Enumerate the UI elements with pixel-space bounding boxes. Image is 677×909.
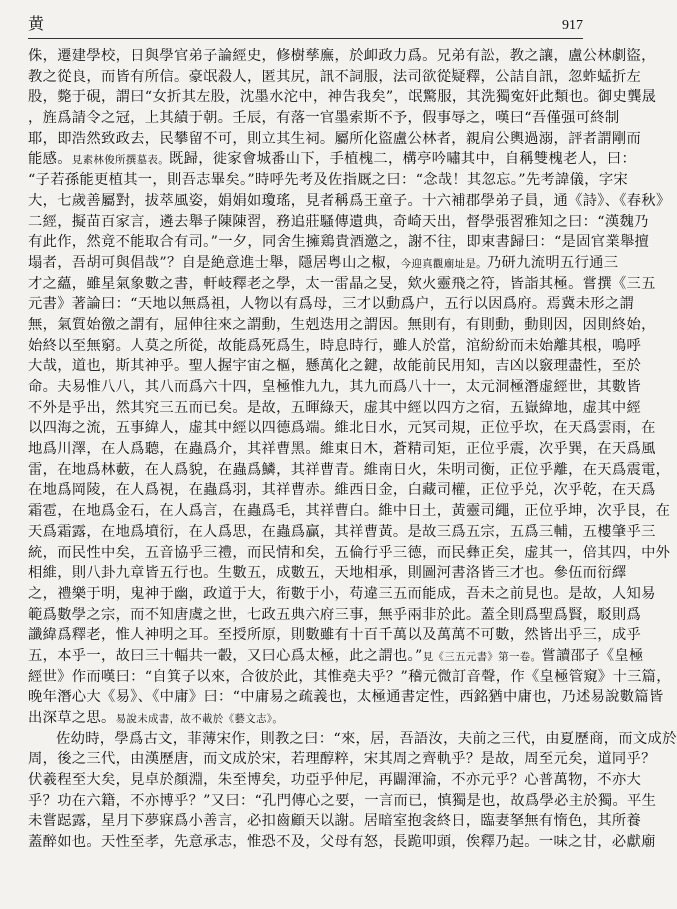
inline-note: 見素林俊所撰墓表。: [71, 154, 169, 167]
line-text: 出深草之思。: [28, 710, 116, 726]
line-text: 股，斃于硯，謂曰“女折其左股，沈墨水沱中，神告我矣”，氓驚服，其洗獨寃奸此類也。御史龔晟: [28, 89, 657, 106]
line-text: 才之蘊，雖星氣象數之書，軒岐釋老之學，太一雷晶之旻，欸火靈飛之符，皆詣其極。嘗撰《三五: [28, 275, 656, 292]
text-line: [28, 501, 671, 522]
text-line: [28, 563, 627, 584]
line-text: 教之從良，而皆有所信。豪氓殺人，匿其尻，訊不詞服，法司欲從疑釋，公詰自訊，忽蚱蜢折左: [28, 68, 642, 85]
text-line: [28, 356, 642, 377]
line-text: 始終以至無窮。人莫之所從，故能爲死爲生，時息時行，雖人於當，涫紛紛而未始離其根，鳴呼: [28, 337, 642, 354]
text-line: [28, 232, 650, 253]
line-text: 相維，則八卦九章皆五行也。生數五，成數五，天地相承，則圖河書洛皆三才也。參伍而衍繹: [28, 565, 627, 582]
line-text: 周，後之三代，由漢歷唐，而文成於宋，若理醇粹，宋其周之齊軌乎？是故，周至元矣，道同乎？: [28, 751, 656, 768]
text-line: [28, 149, 637, 170]
page-header: [28, 12, 583, 39]
text-line: [28, 791, 657, 812]
line-text: 不外是乎出，然其究三五而已矣。是故，五暉綠天，虚其中經以四方之宿，五嶽緯地，虚其中經: [28, 399, 642, 416]
line-text: 二經，擬苗百家言，遴去舉子陳陳習，務追莊騷傳遺典，奇崎天出，督學張習雅知之曰：“漢魏乃: [28, 213, 649, 230]
text-line: [28, 811, 642, 832]
line-text: 乎？功在六籍，不亦博乎？”又曰：“孔門傳心之要，一言而已，慎獨是也，故爲學必主於獨。平生: [28, 792, 657, 809]
line-text: 以四海之流，五事緯人，虚其中經以四德爲端。維北日水，元冥司規，正位乎坎，在天爲雲雨，在: [28, 420, 656, 437]
line-text: 塌者，吾胡可與倡哉”？自是絶意進士舉，隱居粤山之椒，: [28, 254, 401, 271]
text-line: [28, 625, 642, 646]
text-line: [28, 522, 656, 543]
line-text: 無，氣質始徼之謂有，屈伸往來之謂動，生剋迭用之謂因。無則有，有則動，動則因，因則終始，: [28, 316, 656, 333]
line-text: 命。夫易惟八八，其八而爲六十四，皇極惟九九，其九而爲八十一，太元洞極潛虚經世，其數皆: [28, 379, 642, 395]
text-line: [28, 398, 642, 419]
text-line: [28, 46, 656, 67]
line-text: 侏，遷建學校，日與學官弟子論經史，修樹孳廡，於卹政力爲。兄弟有訟，教之讓，盧公林劇盜，: [28, 48, 656, 64]
line-text: 統，而民性中矣，五音協乎三禮，而民情和矣，五倫行乎三德，而民彝正矣，虚其一，倍其四，中外: [28, 544, 671, 561]
text-line: [28, 129, 642, 150]
line-text-continued: 既歸，徙家會城番山下，手植槐二，構亭吟嘯其中，自稱雙槐老人，曰：: [169, 151, 637, 168]
line-text: 五，本乎一，故曰三十輻共一轂，又曰心爲太極，此之謂也。”: [28, 647, 423, 664]
text-line: [28, 480, 656, 501]
line-text: 之，禮樂于明，鬼神于幽，政道于大，衔數于小，苟違三五而能成，吾未之前見也。是故，人知易: [28, 585, 656, 602]
line-text: 大哉，道也，斯其神乎。聖人握宇宙之樞，懸萬化之鍵，故能前民用知，吉凶以竅理盡性，至於: [28, 358, 642, 375]
text-line: [28, 708, 583, 729]
text-line: [28, 439, 656, 460]
line-text: 大，七歲善屬對，拔萃風姿，娟娟如瓊瑤，見者稱爲王童子。十六補郡學弟子員，通《詩》、《春秋》: [28, 192, 671, 209]
text-line: [28, 67, 642, 88]
text-line: [28, 749, 656, 770]
text-line: [28, 108, 620, 129]
line-text: 霜雹，在地爲金石，在人爲言，在蟲爲毛，其祥曹白。維中日土，黃靈司繩，正位乎坤，次乎艮，在: [28, 503, 671, 520]
text-line: [28, 605, 642, 626]
line-text: 雷，在地爲林藪，在人爲貌，在蟲爲鱗，其祥曹青。維南日火，朱明司衡，正位乎離，在天爲震電，: [28, 461, 671, 478]
text-line: [28, 170, 629, 191]
line-text: 範爲數學之宗，而不知唐虞之世，七政五典六府三事，無乎兩非於此。蓋全則爲聖爲賢，駁則爲: [28, 606, 642, 623]
running-title: 黄: [28, 14, 45, 33]
text-line: [28, 687, 664, 708]
text-line: [28, 315, 656, 336]
text-line: [28, 584, 656, 605]
line-text: ，旌爲請令之冠，上其績于朝。壬辰，有落一官墨索斯不予，假事辱之，嘆曰“吾僅强可終制: [28, 110, 620, 127]
line-text-continued: 乃研九流明五行通三: [486, 254, 619, 271]
text-line: [28, 729, 677, 750]
line-text: 元書》著論曰：“天地以無爲祖，人物以有爲母，三才以動爲户，五行以因爲府。焉冀未形之謂: [28, 296, 635, 313]
text-line: [28, 667, 671, 688]
line-text: “子若孫能更植其一，則吾志畢矣。”時呼先考及佐指厩之曰：“念哉！其忽忘。”先考諱儀，字宋: [28, 172, 629, 189]
text-line: [28, 191, 671, 212]
line-text: 晚年潛心大《易》、《中庸》曰：“中庸易之疏義也，太極通書定性，西銘猶中庸也，乃述易說數篇皆: [28, 689, 664, 706]
line-text: 佐幼時，學爲古文，菲薄宋作，則教之曰：“來，居，吾語汝，夫前之三代，由夏歷商，而文成於: [56, 730, 677, 747]
text-line: [28, 274, 656, 295]
text-line: [28, 770, 642, 791]
text-line: [28, 543, 671, 564]
inline-note: 今迎真觀廟址是。: [400, 257, 487, 270]
line-text: 蓋醉如也。天性至孝，先意承志，惟恐不及，父母有怒，長跪叩頭，俟釋乃起。一味之甘，必獻廟: [28, 834, 656, 851]
text-line: [28, 294, 635, 315]
line-text: 經世》作而嘆曰：“自箕子以來，合彼於此，其惟堯夫乎？”稽元微訂音聲，作《皇極管窺》十三篇，: [28, 668, 671, 685]
text-line: [28, 212, 649, 233]
line-text: 讖緯爲釋老，惟人神明之耳。至授所原，則數雖有十百千萬以及萬萬不可數，然皆出乎三，成乎: [28, 627, 642, 644]
text-line: [28, 418, 656, 439]
text-line: [28, 87, 657, 108]
text-line: [28, 336, 642, 357]
line-text: 未嘗跽露，星月下夢寐爲小善言，必扣齒顧天以謝。居暗室抱衾終日，臨妻拏無有惰色，其所養: [28, 813, 642, 830]
text-line: [28, 646, 644, 667]
text-line: [28, 832, 656, 853]
inline-note: 易說未成書，故不載於《藝文志》。: [115, 713, 284, 725]
line-text: 有此作，然竟不能取合有司。”一夕，同舍生擁鶏貴酒邀之，謝不往，即束書歸曰：“是固官業舉擅: [28, 234, 650, 251]
line-text: 能感。: [28, 151, 72, 168]
line-text: 耶，即浩然致政去，民攀留不可，則立其生祠。屬所化盜盧公林者，親肩公輿過溺，評者謂剛而: [28, 130, 642, 147]
main-text: [28, 46, 677, 901]
inline-note: 見《三五元書》第一卷。: [422, 650, 542, 663]
line-text: 地爲川澤，在人爲聽，在蟲爲介，其祥曹黑。維東日木，蒼精司矩，正位乎震，次乎巽，在天爲風: [28, 441, 656, 458]
line-text-continued: 嘗讀邵子《皇極: [541, 647, 644, 664]
text-line: [28, 253, 619, 274]
line-text: 在地爲岡陵，在人爲視，在蟲爲羽，其祥曹赤。維西日金，白藏司權，正位乎兑，次乎乾，在天爲: [28, 482, 656, 499]
text-line: [28, 377, 642, 398]
page-number: 917: [562, 18, 583, 33]
line-text: 天爲霜露，在地爲墳衍，在人爲思，在蟲爲贏，其祥曹黃。是故三爲五宗，五爲三輔，五樓肇乎三: [28, 523, 656, 540]
line-text: 伏羲程至大矣，見卓於顏淵，朱至博矣，功亞乎仲尼，再闢渾淪，不亦元乎？心普萬物，不亦大: [28, 772, 642, 789]
text-line: [28, 460, 671, 481]
